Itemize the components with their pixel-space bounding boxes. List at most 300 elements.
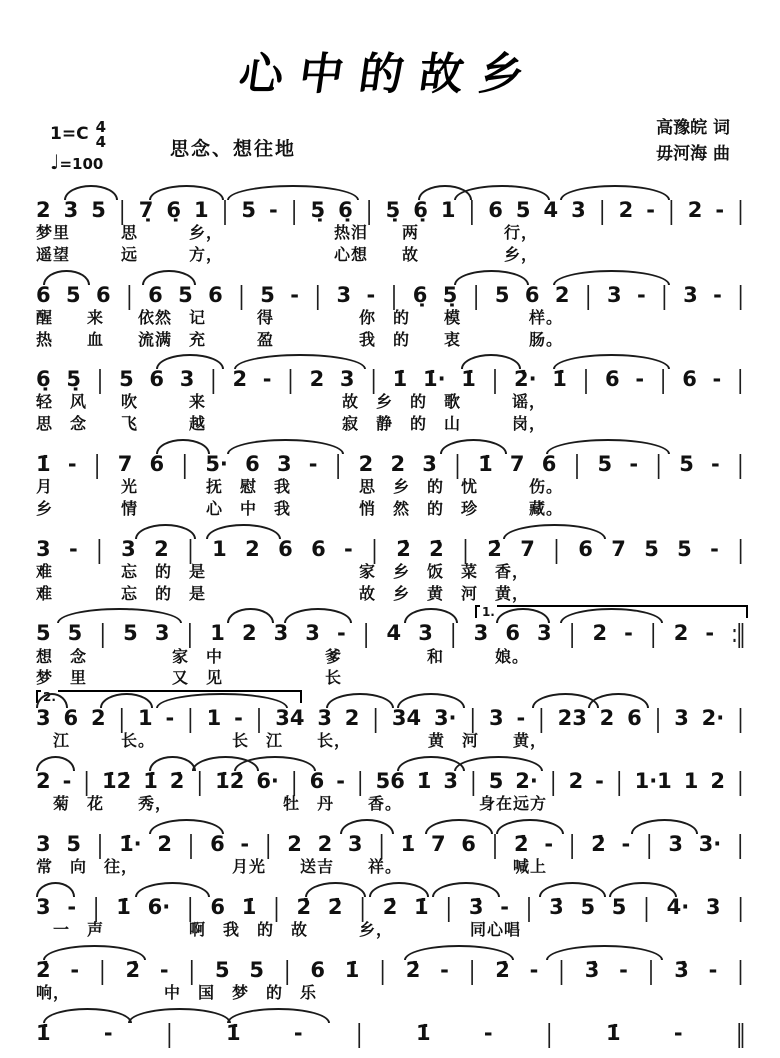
note: 1̇ [241,894,257,919]
note: 2 [317,831,333,856]
lyrics-row-1: 江 长。 长 江 长， 黄 河 黄， [36,731,548,751]
note: 5 [488,769,504,794]
note: 1̇ [414,894,429,919]
note: 6 [36,282,51,307]
note: 6 [461,831,476,856]
barline: | [362,618,370,649]
system-5 [36,523,744,605]
note: 7 [430,831,446,856]
lyrics-row-1: 常 向 往， 月光 送吉 祥。 喊上 [36,857,548,876]
volta-label: 1. [481,605,495,620]
note: 3 [276,452,292,477]
barline: | [445,891,453,922]
barline: | [647,954,655,985]
note: 2 [390,452,406,477]
barline: | [584,279,592,310]
barline: | [525,891,533,922]
tempo-marking: ♩=100 [50,150,104,174]
slur-layer [36,945,744,958]
duration-dash: - [262,367,272,392]
note: 6 [541,452,557,477]
note: 3 [36,831,51,856]
slur-arc [454,270,529,285]
duration-dash: - [366,282,376,307]
slur-layer [36,524,744,537]
duration-dash: - [529,957,539,982]
barline: | [221,195,229,225]
barline: | [181,449,189,480]
barline: | [186,891,194,922]
barline: | [210,364,217,395]
slur-arc [43,1008,132,1023]
duration-dash: - [70,957,80,982]
note: 5 [580,894,596,919]
note: 6 [505,621,520,646]
note: 2̇ [487,536,502,561]
note: 2 [687,198,703,222]
duration-dash: - [619,957,628,982]
note: 3 [674,706,689,731]
barline: | [615,766,623,797]
barline: | [538,703,545,734]
volta-bracket-1 [475,605,748,618]
note: 34 [275,706,305,731]
note: 6 [148,282,163,307]
slur-arc [440,439,508,454]
note: 1 [210,621,225,646]
barline: | [568,618,576,649]
barline: | [491,828,499,859]
barline: | [469,703,477,734]
barline: | [582,364,590,395]
note: 1 [440,198,456,222]
note: 7 [611,536,626,561]
lyrics-row-2: 难 忘 的 是 故 乡 黄 河 黄， [36,583,530,603]
duration-dash: - [544,831,554,856]
note: 6̣ [338,198,353,222]
note: 4 [543,198,559,222]
note: 6 [488,198,503,222]
note: 2 [241,621,257,646]
note: 34 [391,706,422,731]
barline: | [83,766,91,797]
note: 3 [179,367,195,392]
duration-dash: - [62,769,72,794]
slur-layer [36,882,744,895]
notes-row [36,449,744,480]
lyrics-row-1: 轻 风 吹 来 故 乡 的 歌 谣， [36,392,547,412]
note: 2̇ [495,957,510,982]
note: 5̣ [442,282,458,307]
note: 5 [677,536,692,561]
note: 3 [683,282,698,307]
slur-layer [36,1008,744,1021]
note: 1 [206,706,222,731]
note: 3 [154,621,170,646]
note: 1̇ [605,1020,621,1045]
barline: | [187,533,194,564]
note: 5 [241,198,256,222]
barline: | [568,828,576,859]
note: 5 [679,452,694,477]
barline: | [549,766,557,797]
score [36,184,744,1058]
barline: | [736,828,744,859]
note: 5 [123,621,138,646]
barline: | [469,766,477,797]
duration-dash: - [234,706,243,731]
note: 1̇ [400,831,416,856]
lyrics-row-1: 菊 花 秀， 牡 丹 香。 身在远方 [36,794,548,814]
system-7 [36,692,744,752]
duration-dash: - [624,621,633,646]
lyrics-row-2: 思 念 飞 越 寂 静 的 山 岗， [36,414,547,434]
note: 6̣ [412,282,428,307]
note: 5 [515,198,531,222]
lyrics-row-1: 响， 中 国 梦 的 乐 [36,982,318,1002]
note: 6 [245,452,260,477]
note: 5 [249,957,265,982]
barline: | [472,279,480,310]
duration-dash: - [103,1020,113,1045]
note: 2 [154,536,169,561]
slur-layer [36,185,744,198]
slur-layer [36,756,744,769]
duration-dash: - [710,536,719,561]
note: 23 [557,706,587,731]
barline: | [290,766,298,797]
barline: | [736,449,744,480]
barline: | [598,195,606,225]
note: 6̣ [166,198,181,222]
duration-dash: - [705,621,715,646]
note: 3 [36,894,51,919]
notes-row [36,533,744,564]
note: 2· [515,769,538,794]
note: 5 [36,621,51,646]
barline: | [96,533,103,564]
note: 3 [347,831,363,856]
note: 5 [91,198,106,222]
note: 3· [433,706,457,731]
note: 5 [611,894,627,919]
barline: | [659,364,667,395]
system-11 [36,944,744,1004]
barline: | [98,954,106,985]
barline: | [737,703,744,734]
slur-layer [36,819,744,832]
duration-dash: - [595,769,604,794]
barline: | [238,279,245,310]
time-signature: 4 4 [95,118,106,151]
note: 3 [336,282,352,307]
composer-credit: 毋河海 曲 [656,143,730,164]
note: 2̇ [327,894,343,919]
notes-row [36,954,744,985]
duration-dash: - [629,452,639,477]
notes-row [36,364,744,395]
note: 3 [571,198,586,222]
note: 5· [205,452,228,477]
note: 3 [422,452,437,477]
note: 3 [305,621,320,646]
duration-dash: - [712,367,722,392]
sheet-music-page [0,38,780,1048]
barline: | [314,279,322,310]
note: 7 [520,536,535,561]
note: 3 [606,282,622,307]
note: 3 [488,706,504,731]
note: 2· [701,706,725,731]
system-8 [36,755,744,815]
note: 6 [682,367,697,392]
barline: | [96,828,104,859]
barline: | [737,891,744,922]
barline: | [462,533,469,564]
barline: | [649,618,657,649]
duration-dash: - [159,957,169,982]
barline: | [390,279,398,310]
duration-dash: - [715,198,725,222]
note: 5̣ [310,198,326,222]
note: 2 [36,769,51,794]
barline: | [287,364,294,395]
system-10 [36,881,744,941]
slur-arc [326,693,394,708]
duration-dash: - [240,831,250,856]
note: 3 [668,831,683,856]
note: 1̇ [415,1020,431,1045]
note: 5 [644,536,659,561]
note: 3 [273,621,289,646]
note: 6 [63,706,79,731]
note: 2 [710,769,725,794]
notes-row [36,618,744,649]
lyricist-credit: 高豫皖 词 [656,118,730,138]
barline: | [371,533,378,564]
note: 1̇ [478,452,493,477]
note: 3 [36,536,51,561]
note: 6· [256,769,279,794]
barline: | [187,828,195,859]
duration-dash: - [500,894,509,919]
slur-arc [135,882,210,897]
duration-dash: - [440,957,449,982]
note: 2̇ [169,769,185,794]
note: 2 [592,621,608,646]
note: 2̇ [591,831,606,856]
slur-arc [432,882,500,897]
note: 6 [310,957,325,982]
lyrics-row-1: 梦里 思 乡， 热泪 两 行， [36,223,539,243]
note: 5 [494,282,510,307]
note: 2 [358,452,374,477]
note: 6 [96,282,111,307]
key-signature: 1=C [50,124,89,145]
quarter-note-icon: ♩ [50,150,60,174]
note: 1̇ [116,894,131,919]
system-1 [36,184,744,266]
barline: | [188,954,196,985]
note: 1̇ [461,367,476,392]
duration-dash: - [516,706,526,731]
note: 2̇ [382,894,398,919]
note: 2 [309,367,325,392]
duration-dash: - [646,198,655,222]
barline: | [126,279,133,310]
note: 2 [554,282,570,307]
slur-arc [227,1008,330,1023]
barline: | [99,618,107,649]
barline: | [643,891,650,922]
barline: | [359,891,366,922]
volta-bracket-2 [36,690,302,703]
expression-marking: 思念、想往地 [170,138,297,160]
note: 2 [618,198,634,222]
note: 2 [599,706,615,731]
lyrics-row-2: 热 血 流满 充 盈 我 的 衷 肠。 [36,329,564,349]
barline: | [118,195,126,225]
key-tempo-block [50,120,106,173]
note: 1̇ [143,769,158,794]
song-title: 心中的故乡 [235,49,543,100]
barline: | [365,195,373,225]
note: 5 [214,957,230,982]
barline: | [264,828,272,859]
note: 1̇ [552,367,567,392]
note: 3 [473,621,489,646]
notes-row [36,766,744,797]
note: 2̇ [36,957,51,982]
note: 2 [287,831,302,856]
note: 1̇ [416,769,432,794]
note: 7 [509,452,525,477]
lyrics-row-2: 乡 情 心 中 我 悄 然 的 珍 藏。 [36,498,564,518]
note: 5 [66,282,81,307]
note: 2 [673,621,689,646]
credits [656,116,730,167]
duration-dash: - [269,198,278,222]
note: 1̇ [392,367,408,392]
duration-dash: - [308,452,318,477]
note: 2̇ [405,957,421,982]
note: 2̇ [429,536,444,561]
note: 3 [537,621,552,646]
note: 6 [311,536,326,561]
duration-dash: - [621,831,631,856]
duration-dash: - [711,452,720,477]
duration-dash: - [336,621,346,646]
slur-arc [128,1008,231,1023]
barline: | [736,364,744,395]
barline: | [196,766,204,797]
barline: | [356,766,364,797]
note: 2̇ [296,894,312,919]
note: 6 [210,831,225,856]
note: 6 [278,536,293,561]
score-header [40,120,740,178]
duration-dash: - [708,957,718,982]
barline: | [378,828,385,859]
duration-dash: - [344,536,353,561]
notes-row [36,279,744,310]
lyrics-row-1: 想 念 家 中 爹 和 娘。 [36,646,530,666]
note: 6 [210,894,225,919]
note: 2 [568,769,584,794]
note: 5̣ [66,367,81,392]
note: 3 [443,769,459,794]
note: 1̇ [344,957,360,982]
duration-dash: - [636,282,646,307]
system-9 [36,818,744,878]
barline: | [370,364,377,395]
note: 6 [149,367,164,392]
barline: | [290,195,298,225]
note: 1̇2̇ [102,769,132,794]
duration-dash: - [68,536,78,561]
note: 4· [666,894,690,919]
slur-arc [496,819,564,834]
barline: | [372,703,380,734]
note: 7 [117,452,133,477]
slur-arc [631,819,699,834]
note: 6 [149,452,165,477]
duration-dash: - [483,1020,493,1045]
notes-row [36,1017,744,1048]
barline: | [645,828,653,859]
lyrics-row-1: 一 声 啊 我 的 故 乡， 同心唱 [36,919,522,939]
note: 1̇ [225,1020,241,1045]
duration-dash: - [67,452,77,477]
note: 1 [138,706,153,731]
note: 2 [344,706,360,731]
barline: | [355,1017,363,1048]
barline: | [118,703,126,734]
note: 1̇ [36,452,51,477]
duration-dash: - [293,1020,303,1045]
note: 2̇ [396,536,411,561]
note: 3̇ [549,894,564,919]
barline: | [96,364,104,395]
note: 3 [705,894,721,919]
barline: | [186,618,194,649]
duration-dash: - [290,282,299,307]
note: 6· [147,894,171,919]
note: 7̣ [138,198,154,222]
barline: | [468,954,476,985]
system-2 [36,269,744,351]
barline: | [654,703,662,734]
system-6 [36,607,744,689]
duration-dash: - [67,894,77,919]
note: 3̇ [584,957,600,982]
note: 6 [578,536,593,561]
slur-arc [149,185,224,200]
duration-dash: - [336,769,345,794]
lyrics-row-1: 醒 来 依然 记 得 你 的 模 样。 [36,307,564,327]
barline: | [92,891,100,922]
barline: | [93,449,101,480]
volta-label: 2. [43,690,56,705]
system-4 [36,438,744,520]
barline: | [468,195,476,225]
barline: | [449,618,457,649]
barline: | [454,449,461,480]
barline: | [558,954,565,985]
note: 2̇ [125,957,141,982]
note: 1̇ [36,1020,51,1045]
system-3 [36,353,744,435]
